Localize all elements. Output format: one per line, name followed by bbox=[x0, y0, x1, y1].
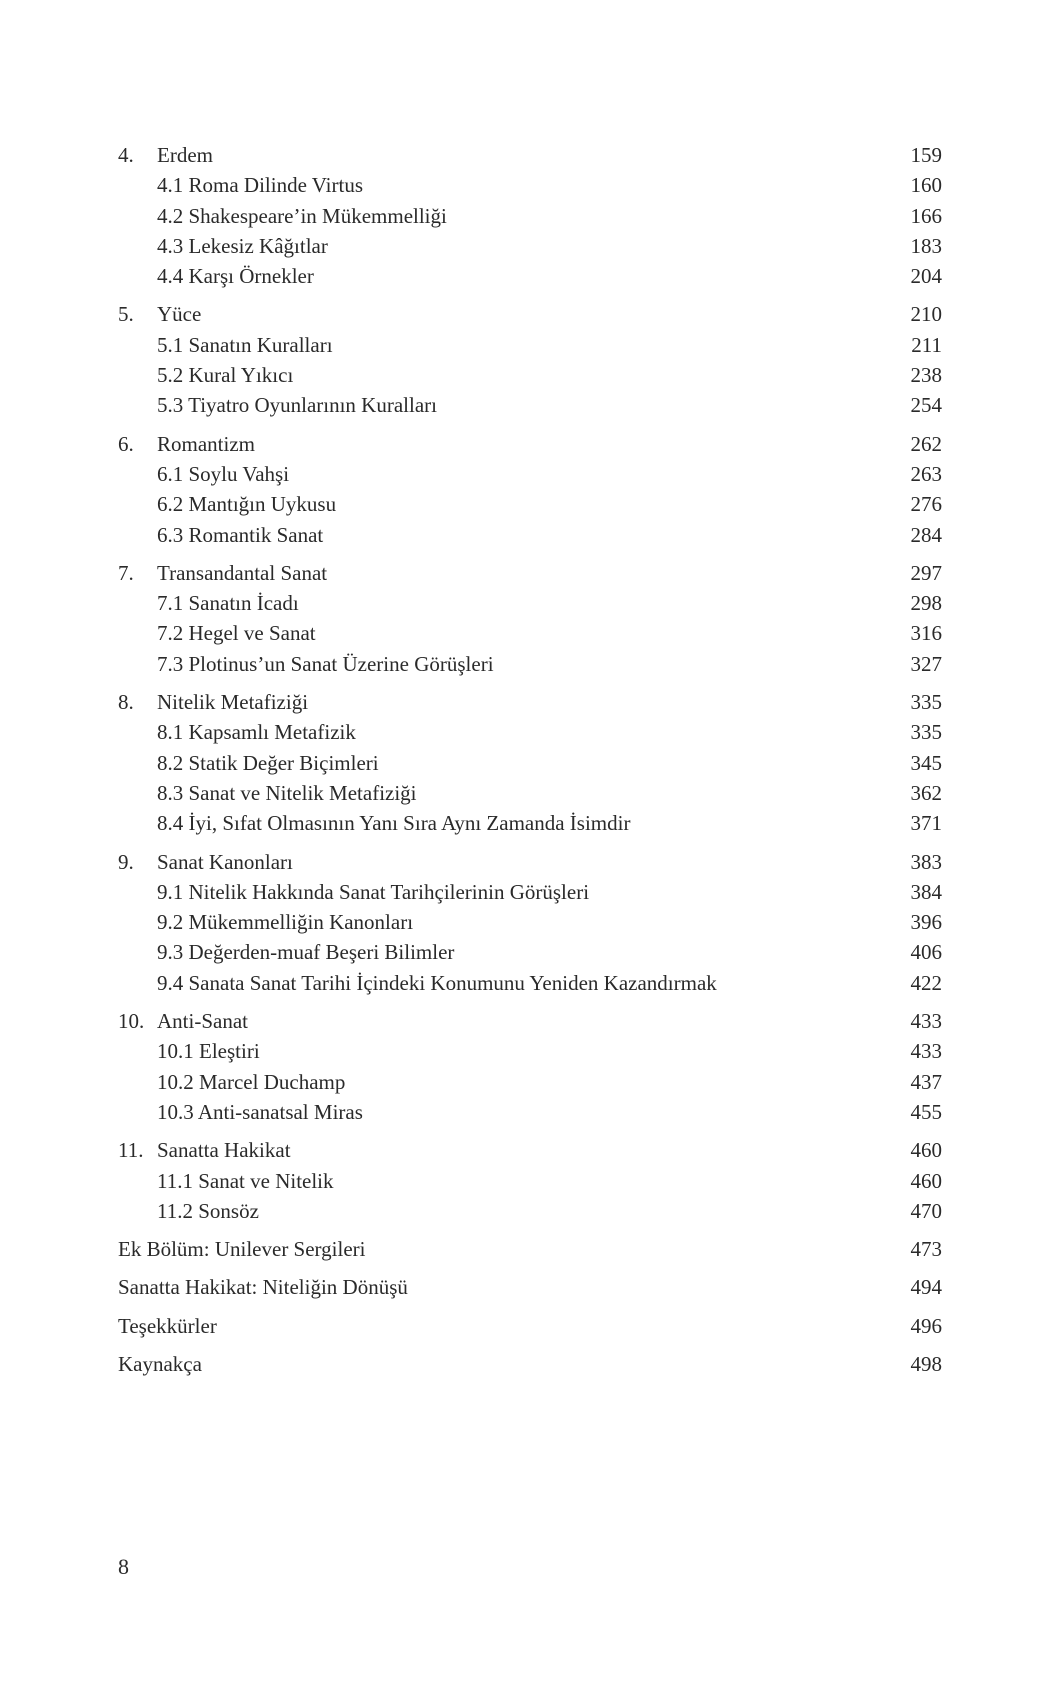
entry-title: 9.2 Mükemmelliğin Kanonları bbox=[157, 910, 414, 935]
chapter-number: 8. bbox=[118, 690, 134, 715]
chapter-number: 9. bbox=[118, 849, 134, 874]
entry-title: 11.2 Sonsöz bbox=[157, 1198, 259, 1223]
entry-page-number: 494 bbox=[910, 1275, 942, 1300]
entry-page-number: 384 bbox=[910, 879, 942, 904]
entry-title: 6.3 Romantik Sanat bbox=[157, 522, 324, 547]
toc-entry-label bbox=[118, 558, 327, 588]
toc-entry-label bbox=[118, 1349, 202, 1379]
dot-leader bbox=[318, 639, 909, 640]
entry-title: Nitelik Metafiziği bbox=[157, 690, 309, 715]
chapter-number: 4. bbox=[118, 143, 134, 167]
toc-subsection-row bbox=[118, 618, 942, 648]
dot-leader bbox=[295, 868, 909, 869]
toc-subsection-row bbox=[118, 360, 942, 390]
toc-subsection-row bbox=[118, 1067, 942, 1097]
dot-leader bbox=[338, 510, 908, 511]
entry-page-number: 263 bbox=[910, 461, 942, 486]
entry-title: 9.3 Değerden-muaf Beşeri Bilimler bbox=[157, 940, 455, 965]
chapter-number: 7. bbox=[118, 560, 134, 585]
toc-subsection-row bbox=[118, 968, 942, 998]
toc-chapter-row bbox=[118, 558, 942, 588]
toc-entry-label bbox=[118, 1272, 408, 1302]
entry-page-number: 460 bbox=[910, 1138, 942, 1163]
toc-subsection-row bbox=[118, 390, 942, 420]
entry-title: 11.1 Sanat ve Nitelik bbox=[157, 1168, 334, 1193]
toc-subsection-row bbox=[118, 907, 942, 937]
entry-title: 7.3 Plotinus’un Sanat Üzerine Görüşleri bbox=[157, 651, 494, 676]
entry-title: Kaynakça bbox=[118, 1351, 202, 1376]
toc-section-row bbox=[118, 1272, 942, 1302]
entry-title: 7.1 Sanatın İcadı bbox=[157, 591, 299, 616]
dot-leader bbox=[415, 928, 908, 929]
dot-leader bbox=[329, 579, 908, 580]
dot-leader bbox=[261, 1217, 909, 1218]
entry-page-number: 437 bbox=[910, 1069, 942, 1094]
toc-section-row bbox=[118, 1349, 942, 1379]
entry-title: 8.2 Statik Değer Biçimleri bbox=[157, 750, 379, 775]
toc-subsection-row bbox=[118, 520, 942, 550]
toc-entry-label bbox=[118, 261, 314, 291]
entry-page-number: 371 bbox=[910, 811, 942, 836]
toc-subsection-row bbox=[118, 1166, 942, 1196]
entry-page-number: 362 bbox=[910, 780, 942, 805]
toc-subsection-row bbox=[118, 808, 942, 838]
toc-subsection-row bbox=[118, 201, 942, 231]
toc-entry-label bbox=[118, 1006, 248, 1036]
toc-chapter-row bbox=[118, 847, 942, 877]
toc-subsection-row bbox=[118, 489, 942, 519]
entry-page-number: 276 bbox=[910, 492, 942, 517]
toc-entry-label bbox=[118, 968, 717, 998]
entry-page-number: 160 bbox=[910, 173, 942, 198]
toc-subsection-row bbox=[118, 1196, 942, 1226]
toc-entry-label bbox=[118, 1135, 291, 1165]
entry-title: Sanatta Hakikat: Niteliğin Dönüşü bbox=[118, 1275, 408, 1300]
toc-entry-label bbox=[118, 140, 213, 170]
entry-title: Ek Bölüm: Unilever Sergileri bbox=[118, 1237, 366, 1262]
entry-title: Sanatta Hakikat bbox=[157, 1138, 291, 1163]
entry-page-number: 396 bbox=[910, 910, 942, 935]
entry-title: 7.2 Hegel ve Sanat bbox=[157, 621, 316, 646]
toc-subsection-row bbox=[118, 330, 942, 360]
toc-subsection-row bbox=[118, 170, 942, 200]
entry-title: 6.1 Soylu Vahşi bbox=[157, 461, 290, 486]
toc-section-row bbox=[118, 1234, 942, 1264]
entry-page-number: 262 bbox=[910, 431, 942, 456]
entry-title: 9.4 Sanata Sanat Tarihi İçindeki Konumunu Yeniden Kazandırmak bbox=[157, 970, 717, 995]
entry-title: Teşekkürler bbox=[118, 1313, 217, 1338]
toc-entry-label bbox=[118, 937, 454, 967]
toc-entry-label bbox=[118, 618, 316, 648]
dot-leader bbox=[215, 161, 909, 162]
entry-page-number: 383 bbox=[910, 849, 942, 874]
entry-page-number: 210 bbox=[910, 302, 942, 327]
dot-leader bbox=[262, 1057, 909, 1058]
toc-entry-label bbox=[118, 717, 356, 747]
dot-leader bbox=[410, 1293, 909, 1294]
entry-page-number: 335 bbox=[910, 690, 942, 715]
entry-title: Erdem bbox=[157, 143, 213, 167]
entry-title: Sanat Kanonları bbox=[157, 849, 293, 874]
entry-title: 4.3 Lekesiz Kâğıtlar bbox=[157, 233, 328, 258]
dot-leader bbox=[358, 738, 909, 739]
dot-leader bbox=[496, 670, 909, 671]
toc-entry-label bbox=[118, 877, 589, 907]
entry-page-number: 433 bbox=[910, 1009, 942, 1034]
toc-subsection-row bbox=[118, 588, 942, 618]
toc-entry-label bbox=[118, 847, 293, 877]
entry-title: 4.2 Shakespeare’in Mükemmelliği bbox=[157, 203, 447, 228]
toc-entry-label bbox=[118, 429, 255, 459]
toc-subsection-row bbox=[118, 261, 942, 291]
toc-entry-label bbox=[118, 520, 323, 550]
entry-page-number: 254 bbox=[910, 393, 942, 418]
dot-leader bbox=[203, 320, 908, 321]
entry-title: 8.3 Sanat ve Nitelik Metafiziği bbox=[157, 780, 417, 805]
toc-entry-label bbox=[118, 390, 437, 420]
toc-section-row bbox=[118, 1311, 942, 1341]
dot-leader bbox=[591, 898, 908, 899]
entry-page-number: 345 bbox=[910, 750, 942, 775]
entry-page-number: 406 bbox=[910, 940, 942, 965]
entry-title: 10.1 Eleştiri bbox=[157, 1039, 260, 1064]
toc-entry-label bbox=[118, 201, 447, 231]
dot-leader bbox=[456, 958, 908, 959]
entry-page-number: 238 bbox=[910, 363, 942, 388]
toc-subsection-row bbox=[118, 1036, 942, 1066]
toc-entry-label bbox=[118, 489, 336, 519]
page-number: 8 bbox=[118, 1554, 129, 1579]
dot-leader bbox=[330, 252, 909, 253]
dot-leader bbox=[632, 829, 908, 830]
entry-page-number: 433 bbox=[910, 1039, 942, 1064]
entry-page-number: 183 bbox=[910, 233, 942, 258]
entry-page-number: 166 bbox=[910, 203, 942, 228]
entry-page-number: 298 bbox=[910, 591, 942, 616]
table-of-contents bbox=[118, 140, 942, 1379]
toc-chapter-row bbox=[118, 1135, 942, 1165]
entry-page-number: 335 bbox=[910, 720, 942, 745]
entry-title: Romantizm bbox=[157, 431, 255, 456]
dot-leader bbox=[325, 541, 908, 542]
dot-leader bbox=[219, 1332, 909, 1333]
chapter-number: 5. bbox=[118, 302, 134, 327]
entry-title: 4.1 Roma Dilinde Virtus bbox=[157, 173, 364, 198]
entry-title: 6.2 Mantığın Uykusu bbox=[157, 492, 337, 517]
chapter-number: 11. bbox=[118, 1138, 144, 1163]
toc-chapter-row bbox=[118, 1006, 942, 1036]
entry-title: 8.4 İyi, Sıfat Olmasının Yanı Sıra Aynı Zamanda İsimdir bbox=[157, 811, 631, 836]
toc-entry-label bbox=[118, 330, 333, 360]
toc-entry-label bbox=[118, 808, 630, 838]
toc-entry-label bbox=[118, 778, 417, 808]
entry-title: 5.3 Tiyatro Oyunlarının Kuralları bbox=[157, 393, 437, 418]
toc-entry-label bbox=[118, 748, 379, 778]
dot-leader bbox=[419, 799, 909, 800]
dot-leader bbox=[347, 1088, 908, 1089]
entry-title: Transandantal Sanat bbox=[157, 560, 328, 585]
dot-leader bbox=[291, 480, 908, 481]
toc-entry-label bbox=[118, 1036, 260, 1066]
entry-title: Anti-Sanat bbox=[157, 1009, 248, 1034]
toc-entry-label bbox=[118, 649, 494, 679]
toc-subsection-row bbox=[118, 1097, 942, 1127]
toc-entry-label bbox=[118, 360, 293, 390]
dot-leader bbox=[336, 1187, 909, 1188]
toc-chapter-row bbox=[118, 687, 942, 717]
toc-entry-label bbox=[118, 1234, 366, 1264]
toc-subsection-row bbox=[118, 778, 942, 808]
entry-page-number: 327 bbox=[910, 651, 942, 676]
entry-page-number: 496 bbox=[910, 1313, 942, 1338]
entry-page-number: 316 bbox=[910, 621, 942, 646]
dot-leader bbox=[204, 1370, 909, 1371]
dot-leader bbox=[293, 1156, 909, 1157]
toc-subsection-row bbox=[118, 717, 942, 747]
toc-entry-label bbox=[118, 299, 201, 329]
dot-leader bbox=[365, 1118, 909, 1119]
toc-entry-label bbox=[118, 1097, 363, 1127]
entry-page-number: 284 bbox=[910, 522, 942, 547]
entry-title: 9.1 Nitelik Hakkında Sanat Tarihçilerinin Görüşleri bbox=[157, 879, 590, 904]
toc-entry-label bbox=[118, 907, 413, 937]
toc-entry-label bbox=[118, 1166, 334, 1196]
dot-leader bbox=[719, 989, 909, 990]
toc-entry-label bbox=[118, 687, 308, 717]
dot-leader bbox=[365, 191, 908, 192]
chapter-number: 10. bbox=[118, 1009, 145, 1034]
entry-page-number: 470 bbox=[910, 1198, 942, 1223]
entry-title: 4.4 Karşı Örnekler bbox=[157, 264, 314, 289]
dot-leader bbox=[301, 609, 909, 610]
toc-chapter-row bbox=[118, 140, 942, 170]
entry-page-number: 460 bbox=[910, 1168, 942, 1193]
entry-page-number: 422 bbox=[910, 970, 942, 995]
dot-leader bbox=[381, 769, 909, 770]
entry-title: 10.3 Anti-sanatsal Miras bbox=[157, 1099, 363, 1124]
entry-page-number: 159 bbox=[910, 143, 942, 167]
entry-page-number: 211 bbox=[911, 332, 942, 357]
dot-leader bbox=[250, 1027, 909, 1028]
dot-leader bbox=[295, 381, 908, 382]
entry-page-number: 498 bbox=[910, 1351, 942, 1376]
entry-title: Yüce bbox=[157, 302, 202, 327]
dot-leader bbox=[439, 411, 909, 412]
chapter-number: 6. bbox=[118, 431, 134, 456]
toc-subsection-row bbox=[118, 877, 942, 907]
entry-title: 8.1 Kapsamlı Metafizik bbox=[157, 720, 356, 745]
dot-leader bbox=[316, 282, 909, 283]
dot-leader bbox=[368, 1255, 909, 1256]
entry-page-number: 455 bbox=[910, 1099, 942, 1124]
toc-entry-label bbox=[118, 170, 363, 200]
entry-page-number: 297 bbox=[910, 560, 942, 585]
toc-subsection-row bbox=[118, 937, 942, 967]
entry-page-number: 473 bbox=[910, 1237, 942, 1262]
dot-leader bbox=[449, 222, 909, 223]
entry-page-number: 204 bbox=[910, 264, 942, 289]
dot-leader bbox=[335, 351, 910, 352]
entry-title: 10.2 Marcel Duchamp bbox=[157, 1069, 346, 1094]
toc-entry-label bbox=[118, 588, 299, 618]
toc-chapter-row bbox=[118, 429, 942, 459]
toc-subsection-row bbox=[118, 649, 942, 679]
entry-title: 5.2 Kural Yıkıcı bbox=[157, 363, 294, 388]
toc-subsection-row bbox=[118, 231, 942, 261]
entry-title: 5.1 Sanatın Kuralları bbox=[157, 332, 333, 357]
toc-entry-label bbox=[118, 1311, 217, 1341]
toc-chapter-row bbox=[118, 299, 942, 329]
toc-subsection-row bbox=[118, 459, 942, 489]
toc-entry-label bbox=[118, 1067, 345, 1097]
toc-entry-label bbox=[118, 1196, 259, 1226]
toc-entry-label bbox=[118, 231, 328, 261]
toc-subsection-row bbox=[118, 748, 942, 778]
dot-leader bbox=[257, 450, 909, 451]
dot-leader bbox=[310, 708, 908, 709]
toc-entry-label bbox=[118, 459, 289, 489]
